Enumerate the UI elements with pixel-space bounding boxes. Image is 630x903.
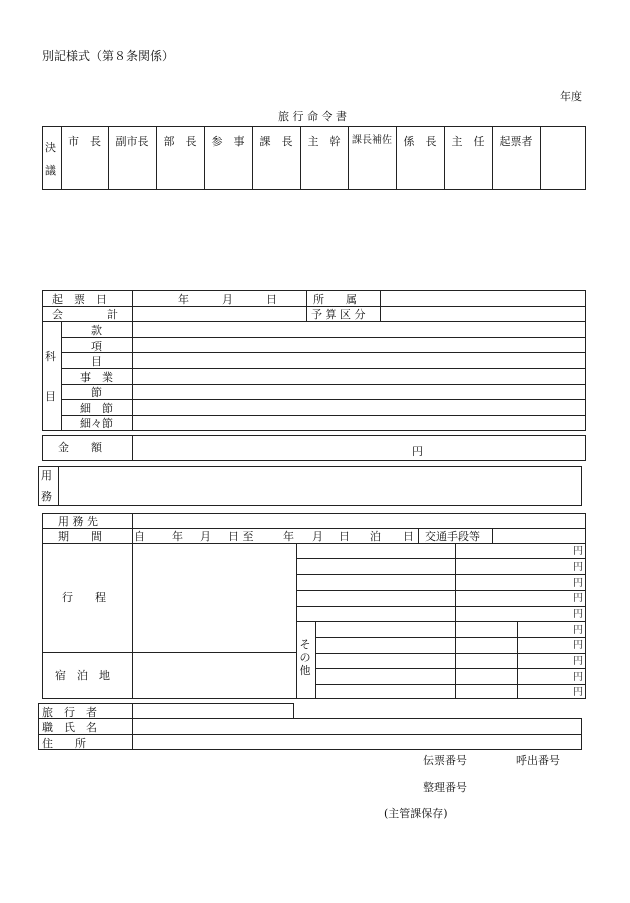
- period-from: 自: [134, 530, 145, 543]
- itinerary-label: 行 程: [62, 591, 106, 604]
- reference-number-label: 整理番号: [423, 781, 467, 794]
- period-year-end: 年: [283, 530, 294, 543]
- yen-unit: 円: [573, 656, 583, 667]
- approval-col-section-chief: 課 長: [259, 135, 293, 148]
- period-days: 日: [403, 530, 414, 543]
- subject-label-2: 目: [45, 390, 56, 403]
- subject-item-saisaisetsu: 細々節: [80, 417, 113, 430]
- form-reference: 別記様式（第８条関係）: [42, 49, 175, 63]
- period-label: 期 間: [58, 530, 102, 543]
- name-title-label: 職 氏 名: [42, 721, 97, 734]
- approval-col-dept-head: 部 長: [163, 135, 197, 148]
- amount-label: 金 額: [58, 441, 102, 454]
- yen-unit: 円: [573, 640, 583, 651]
- draft-date-label: 起 票 日: [52, 293, 107, 306]
- department-label: 所 属: [313, 293, 357, 306]
- slip-number-label: 伝票番号: [423, 754, 467, 767]
- fiscal-year-label: 年度: [560, 90, 582, 103]
- period-month-start: 月: [200, 530, 211, 543]
- transport-label: 交通手段等: [425, 530, 480, 543]
- subject-label-1: 科: [45, 350, 56, 363]
- other-label: その他: [299, 638, 311, 677]
- period-day-end: 日: [339, 530, 350, 543]
- subject-item-kan: 款: [91, 324, 102, 337]
- yen-unit: 円: [573, 593, 583, 604]
- subject-item-saisetsu: 細 節: [80, 402, 113, 415]
- approval-col-councilor: 参 事: [211, 135, 245, 148]
- yen-unit: 円: [573, 672, 583, 683]
- subject-item-project: 事 業: [80, 371, 113, 384]
- approval-label-2: 議: [45, 164, 56, 177]
- period-year-start: 年: [172, 530, 183, 543]
- approval-col-lead: 主 任: [451, 135, 485, 148]
- storage-note: (主管課保存): [384, 807, 448, 820]
- period-nights: 泊: [370, 530, 381, 543]
- approval-col-assistant-chief: 課長補佐: [352, 135, 392, 146]
- subject-item-moku: 目: [91, 355, 102, 368]
- business-label-1: 用: [41, 469, 52, 482]
- lodging-label: 宿 泊 地: [55, 669, 110, 682]
- yen-unit: 円: [573, 687, 583, 698]
- yen-unit: 円: [573, 562, 583, 573]
- approval-col-supervisor: 主 幹: [307, 135, 341, 148]
- yen-unit: 円: [573, 609, 583, 620]
- yen-unit: 円: [573, 546, 583, 557]
- accounting-label: 会 計: [52, 308, 118, 321]
- approval-col-deputy-mayor: 副市長: [115, 135, 149, 148]
- period-day-to: 日 至: [228, 530, 254, 543]
- subject-item-setsu: 節: [91, 386, 102, 399]
- budget-division-label: 予 算 区 分: [311, 308, 366, 321]
- destination-label: 用 務 先: [58, 515, 98, 528]
- draft-date-value: 年 月 日: [178, 293, 277, 306]
- period-month-end: 月: [312, 530, 323, 543]
- business-label-2: 務: [41, 490, 52, 503]
- yen-unit: 円: [573, 578, 583, 589]
- traveler-label: 旅 行 者: [42, 706, 97, 719]
- yen-unit: 円: [573, 625, 583, 636]
- call-number-label: 呼出番号: [516, 754, 560, 767]
- form-title: 旅 行 命 令 書: [278, 110, 347, 123]
- approval-col-unit-chief: 係 長: [403, 135, 437, 148]
- subject-item-kou: 項: [91, 340, 102, 353]
- amount-unit: 円: [412, 445, 423, 458]
- approval-label-1: 決: [45, 141, 56, 154]
- address-label: 住 所: [42, 737, 86, 750]
- approval-col-drafter: 起票者: [499, 135, 533, 148]
- approval-col-mayor: 市 長: [68, 135, 101, 148]
